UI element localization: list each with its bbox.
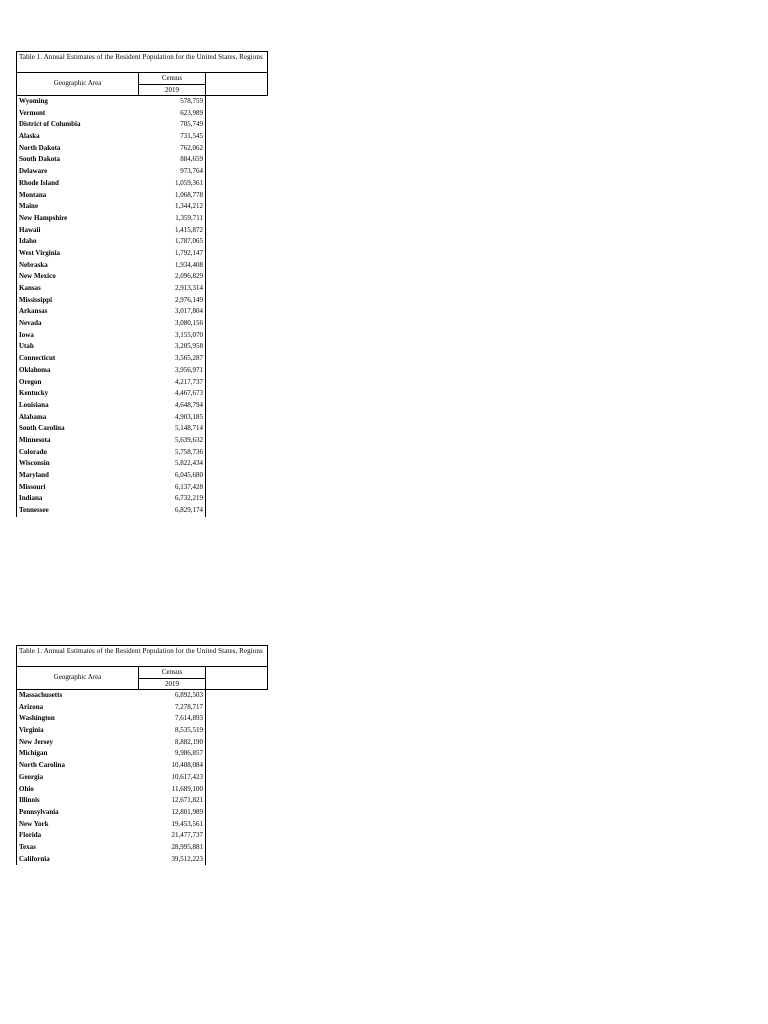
table-row bbox=[17, 353, 268, 365]
population-value: 4,217,737 bbox=[139, 377, 206, 389]
table-row bbox=[17, 330, 268, 342]
population-value: 973,764 bbox=[139, 166, 206, 178]
state-name: Idaho bbox=[19, 237, 37, 246]
table-row bbox=[17, 412, 268, 424]
population-value: 8,882,190 bbox=[139, 737, 206, 749]
table-row bbox=[17, 458, 268, 470]
table-row bbox=[17, 482, 268, 494]
table-row bbox=[17, 702, 268, 714]
table-row bbox=[17, 493, 268, 505]
population-value: 3,080,156 bbox=[139, 318, 206, 330]
population-value: 10,617,423 bbox=[139, 772, 206, 784]
table-row bbox=[17, 737, 268, 749]
population-value: 7,278,717 bbox=[139, 702, 206, 714]
census-label: Census bbox=[139, 667, 205, 679]
blank-header-cell bbox=[206, 667, 267, 689]
table-row bbox=[17, 96, 268, 108]
population-value: 4,903,185 bbox=[139, 412, 206, 424]
state-name: Missouri bbox=[19, 482, 46, 491]
table-row bbox=[17, 760, 268, 772]
state-name: New York bbox=[19, 819, 49, 828]
population-value: 28,995,881 bbox=[139, 842, 206, 854]
table-row bbox=[17, 819, 268, 831]
population-value: 3,565,287 bbox=[139, 353, 206, 365]
table-row bbox=[17, 365, 268, 377]
population-value: 6,829,174 bbox=[139, 505, 206, 517]
table-row bbox=[17, 178, 268, 190]
state-name: Colorado bbox=[19, 447, 47, 456]
population-value: 21,477,737 bbox=[139, 830, 206, 842]
table-row bbox=[17, 283, 268, 295]
state-name: West Virginia bbox=[19, 248, 61, 257]
table-row bbox=[17, 377, 268, 389]
blank-header-cell bbox=[206, 73, 267, 95]
table-row bbox=[17, 295, 268, 307]
table-body bbox=[16, 690, 268, 865]
state-name: Hawaii bbox=[19, 225, 41, 234]
population-value: 578,759 bbox=[139, 96, 206, 108]
table-header bbox=[16, 667, 268, 690]
state-name: Wisconsin bbox=[19, 459, 50, 468]
population-value: 10,488,084 bbox=[139, 760, 206, 772]
population-value: 2,913,314 bbox=[139, 283, 206, 295]
state-name: Illinois bbox=[19, 796, 40, 805]
state-name: Arizona bbox=[19, 702, 44, 711]
table-row bbox=[17, 830, 268, 842]
table-row bbox=[17, 690, 268, 702]
table-row bbox=[17, 713, 268, 725]
census-header bbox=[139, 73, 206, 95]
population-value: 705,749 bbox=[139, 119, 206, 131]
state-name: Kansas bbox=[19, 284, 41, 292]
table-row bbox=[17, 154, 268, 166]
table-row bbox=[17, 388, 268, 400]
table-row bbox=[17, 795, 268, 807]
table-title: Table 1. Annual Estimates of the Resident Population for the United States, Regions bbox=[16, 645, 268, 667]
state-name: Oregon bbox=[19, 377, 42, 386]
state-name: Connecticut bbox=[19, 354, 56, 363]
population-value: 3,155,070 bbox=[139, 330, 206, 342]
state-name: District of Columbia bbox=[19, 120, 81, 129]
population-value: 3,956,971 bbox=[139, 365, 206, 377]
state-name: Minnesota bbox=[19, 435, 51, 444]
state-name: South Dakota bbox=[19, 155, 61, 164]
state-name: North Carolina bbox=[19, 761, 65, 770]
year-label: 2019 bbox=[165, 86, 179, 94]
state-name: Washington bbox=[19, 714, 55, 723]
table-row bbox=[17, 842, 268, 854]
population-table-page-1 bbox=[16, 51, 268, 517]
state-name: Vermont bbox=[19, 108, 46, 117]
state-name: Wyoming bbox=[19, 97, 48, 105]
population-table-page-2 bbox=[16, 645, 268, 865]
table-row bbox=[17, 131, 268, 143]
population-value: 1,344,212 bbox=[139, 201, 206, 213]
population-value: 4,467,673 bbox=[139, 388, 206, 400]
state-name: Georgia bbox=[19, 772, 44, 781]
population-value: 2,976,149 bbox=[139, 295, 206, 307]
population-value: 12,671,821 bbox=[139, 795, 206, 807]
state-name: California bbox=[19, 854, 50, 863]
state-name: Utah bbox=[19, 342, 34, 351]
table-title: Table 1. Annual Estimates of the Resident Population for the United States, Regions bbox=[16, 51, 268, 73]
table-row bbox=[17, 807, 268, 819]
population-value: 4,648,794 bbox=[139, 400, 206, 412]
table-row bbox=[17, 225, 268, 237]
table-row bbox=[17, 143, 268, 155]
population-value: 6,045,680 bbox=[139, 470, 206, 482]
population-value: 1,068,778 bbox=[139, 190, 206, 202]
state-name: Iowa bbox=[19, 330, 34, 339]
table-row bbox=[17, 447, 268, 459]
state-name: Louisiana bbox=[19, 400, 49, 409]
table-row bbox=[17, 772, 268, 784]
state-name: Nevada bbox=[19, 319, 42, 328]
state-name: Maine bbox=[19, 202, 39, 211]
population-value: 39,512,223 bbox=[139, 854, 206, 866]
population-value: 7,614,893 bbox=[139, 713, 206, 725]
state-name: Massachusetts bbox=[19, 691, 63, 699]
state-name: North Dakota bbox=[19, 143, 61, 152]
table-row bbox=[17, 854, 268, 866]
table-row bbox=[17, 725, 268, 737]
population-value: 1,934,408 bbox=[139, 260, 206, 272]
table-header bbox=[16, 73, 268, 96]
table-row bbox=[17, 213, 268, 225]
state-name: Kentucky bbox=[19, 389, 49, 398]
population-value: 884,659 bbox=[139, 154, 206, 166]
population-value: 5,639,632 bbox=[139, 435, 206, 447]
population-value: 12,801,989 bbox=[139, 807, 206, 819]
table-row bbox=[17, 190, 268, 202]
table-row bbox=[17, 260, 268, 272]
population-value: 1,359,711 bbox=[139, 213, 206, 225]
state-name: Florida bbox=[19, 831, 42, 840]
population-value: 19,453,561 bbox=[139, 819, 206, 831]
population-value: 623,989 bbox=[139, 108, 206, 120]
population-value: 6,137,428 bbox=[139, 482, 206, 494]
population-value: 5,822,434 bbox=[139, 458, 206, 470]
state-name: South Carolina bbox=[19, 424, 65, 433]
population-value: 2,096,829 bbox=[139, 271, 206, 283]
state-name: Michigan bbox=[19, 749, 48, 758]
table-row bbox=[17, 341, 268, 353]
state-name: Alabama bbox=[19, 412, 47, 421]
state-name: Rhode Island bbox=[19, 178, 59, 187]
geographic-area-header: Geographic Area bbox=[17, 73, 139, 95]
table-row bbox=[17, 318, 268, 330]
state-name: Maryland bbox=[19, 471, 49, 479]
state-name: Tennessee bbox=[19, 506, 49, 515]
population-value: 3,205,958 bbox=[139, 341, 206, 353]
state-name: Nebraska bbox=[19, 260, 48, 269]
population-value: 762,062 bbox=[139, 143, 206, 155]
table-row bbox=[17, 248, 268, 260]
state-name: Oklahoma bbox=[19, 365, 51, 374]
state-name: Mississippi bbox=[19, 295, 53, 304]
table-row bbox=[17, 119, 268, 131]
table-row bbox=[17, 400, 268, 412]
population-value: 3,017,804 bbox=[139, 306, 206, 318]
table-row bbox=[17, 271, 268, 283]
table-row bbox=[17, 166, 268, 178]
population-value: 1,787,065 bbox=[139, 236, 206, 248]
table-row bbox=[17, 423, 268, 435]
census-header bbox=[139, 667, 206, 689]
population-value: 5,758,736 bbox=[139, 447, 206, 459]
population-value: 1,792,147 bbox=[139, 248, 206, 260]
population-value: 1,415,872 bbox=[139, 225, 206, 237]
table-row bbox=[17, 748, 268, 760]
table-row bbox=[17, 784, 268, 796]
table-row bbox=[17, 470, 268, 482]
state-name: New Jersey bbox=[19, 737, 54, 746]
state-name: New Mexico bbox=[19, 272, 56, 281]
population-value: 9,986,857 bbox=[139, 748, 206, 760]
state-name: Pennsylvania bbox=[19, 807, 59, 816]
geographic-area-header: Geographic Area bbox=[17, 667, 139, 689]
state-name: Texas bbox=[19, 842, 36, 851]
population-value: 5,148,714 bbox=[139, 423, 206, 435]
state-name: Virginia bbox=[19, 726, 44, 735]
population-value: 731,545 bbox=[139, 131, 206, 143]
year-label: 2019 bbox=[165, 680, 179, 688]
state-name: Alaska bbox=[19, 132, 40, 141]
population-value: 8,535,519 bbox=[139, 725, 206, 737]
census-label: Census bbox=[139, 73, 205, 85]
table-row bbox=[17, 236, 268, 248]
state-name: Delaware bbox=[19, 167, 48, 176]
table-row bbox=[17, 505, 268, 517]
population-value: 6,892,503 bbox=[139, 690, 206, 702]
state-name: Indiana bbox=[19, 494, 43, 503]
table-row bbox=[17, 108, 268, 120]
population-value: 11,689,100 bbox=[139, 784, 206, 796]
population-value: 6,732,219 bbox=[139, 493, 206, 505]
state-name: Montana bbox=[19, 190, 47, 199]
table-row bbox=[17, 306, 268, 318]
table-row bbox=[17, 201, 268, 213]
state-name: Arkansas bbox=[19, 307, 48, 316]
state-name: New Hampshire bbox=[19, 213, 68, 222]
table-body bbox=[16, 96, 268, 517]
state-name: Ohio bbox=[19, 784, 34, 793]
population-value: 1,059,361 bbox=[139, 178, 206, 190]
table-row bbox=[17, 435, 268, 447]
